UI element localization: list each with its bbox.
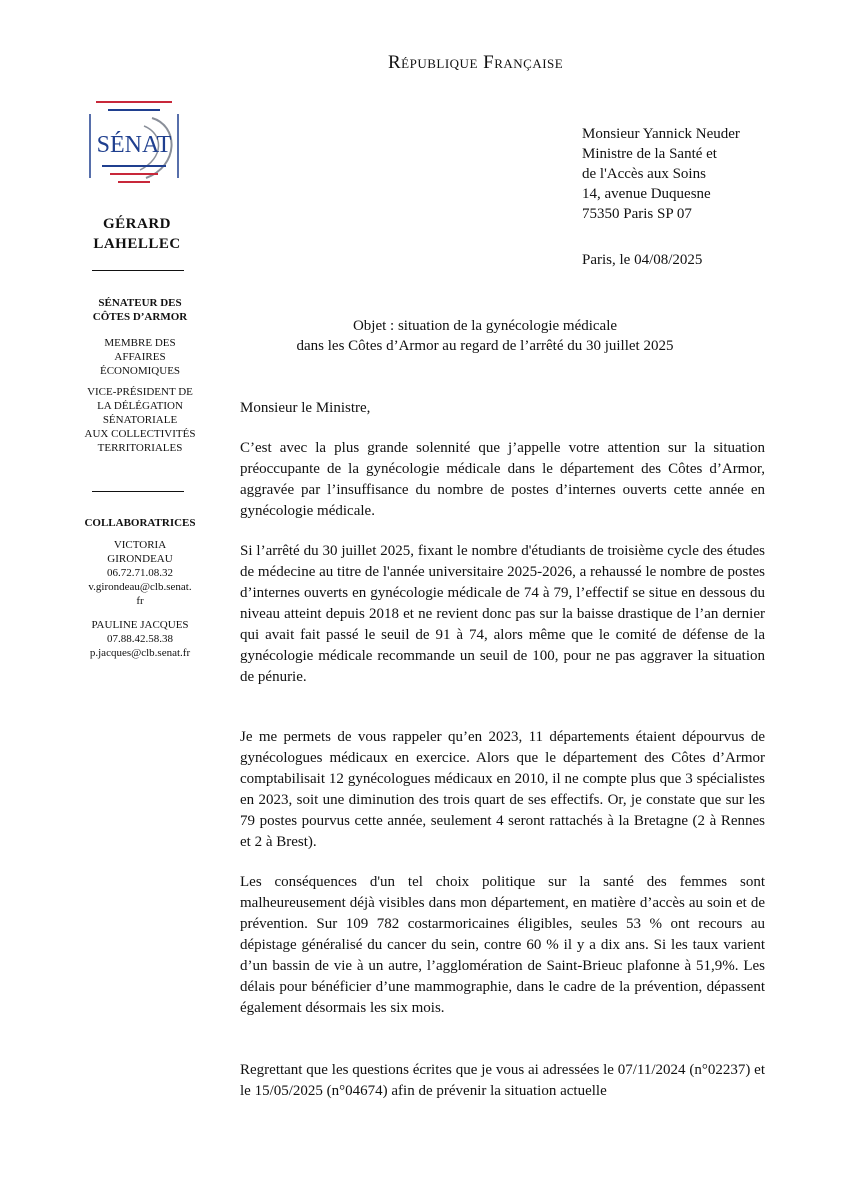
letter-date: Paris, le 04/08/2025 — [582, 252, 703, 268]
vp-block: VICE-PRÉSIDENT DE LA DÉLÉGATION SÉNATORIALE AUX COLLECTIVITÉS TERRITORIALES — [84, 386, 196, 454]
salutation: Monsieur le Ministre, — [240, 400, 371, 416]
sender-title: SÉNATEUR DES CÔTES D’ARMOR — [92, 297, 188, 323]
senat-logo — [84, 96, 184, 196]
divider — [92, 491, 184, 492]
sender-name: GÉRARD LAHELLEC — [93, 216, 181, 252]
letter-subject: Objet : situation de la gynécologie médicale dans les Côtes d’Armor au regard de l’arrêté du 30 juillet 2025 — [296, 318, 674, 354]
paragraph-2: Si l’arrêté du 30 juillet 2025, fixant le nombre d'étudiants de troisième cycle des études de médecine au titre de l'année universitaire 2025-2026, a rehaussé le nombre de postes d’internes ouverts en gynécologie médicale de 74 à 79, l’effectif se situe en dessous du niveau atteint depuis 2018 et ne revient donc pas sur la baisse drastique de l’an dernier qui avait fait passé le seuil de 91 à 74, alors même que le comité de défense de la gynécologie médicale recommande un seuil de 100, pour ne pas aggraver la situation de pénurie. — [240, 543, 766, 685]
paragraph-3: Je me permets de vous rappeler qu’en 2023, 11 départements étaient dépourvus de gynécologues médicaux en exercice. Alors que le département des Côtes d’Armor comptabilisait 12 gynécologues médicaux en 2010, il ne compte plus que 3 spécialistes en 2023, soit une diminution des trois quart de ses effectifs. Or, je constate que sur les 79 postes pourvus cette année, seulement 4 seront rattachés à la Bretagne (2 à Rennes et 2 à Brest). — [240, 729, 765, 850]
republique-header: République Française — [388, 52, 564, 73]
divider — [92, 270, 184, 271]
paragraph-4: Les conséquences d'un tel choix politique sur la santé des femmes sont malheureusement déjà visibles dans mon département, en matière d’accès au soin et de prévention. Sur 109 782 costarmoricaines éligibles, seules 53 % ont recours au dépistage généralisé du cancer du sein, contre 60 % il y a dix ans. Si les taux varient d’un bassin de vie à un autre, l’agglomération de Saint-Brieuc plafonne à 51,9%. Les délais pour bénéficier d’une mammographie, dans le cadre de la prévention, dépassent également désormais les six mois. — [240, 874, 765, 1016]
collaboratrices-label: COLLABORATRICES — [84, 517, 196, 529]
paragraph-5: Regrettant que les questions écrites que je vous ai adressées le 07/11/2024 (n°02237) et le 15/05/2025 (n°04674) afin de prévenir la situation actuelle — [240, 1062, 765, 1099]
svg-text:SÉNAT: SÉNAT — [96, 132, 172, 158]
recipient-address: Monsieur Yannick Neuder Ministre de la Santé et de l'Accès aux Soins 14, avenue Duquesne 75350 Paris SP 07 — [582, 126, 740, 222]
collaboratrice-2: PAULINE JACQUES 07.88.42.58.38 p.jacques@clb.senat.fr — [89, 619, 191, 659]
collaboratrice-1: VICTORIA GIRONDEAU 06.72.71.08.32 v.girondeau@clb.senat. fr — [88, 539, 192, 607]
paragraph-1: C’est avec la plus grande solennité que j’appelle votre attention sur la situation préoccupante de la gynécologie médicale dans le département des Côtes d’Armor, aggravée par l’insuffisance du nombre de postes d’internes ouverts cette année en gynécologie médicale. — [240, 440, 765, 519]
member-block: MEMBRE DES AFFAIRES ÉCONOMIQUES — [99, 337, 181, 377]
